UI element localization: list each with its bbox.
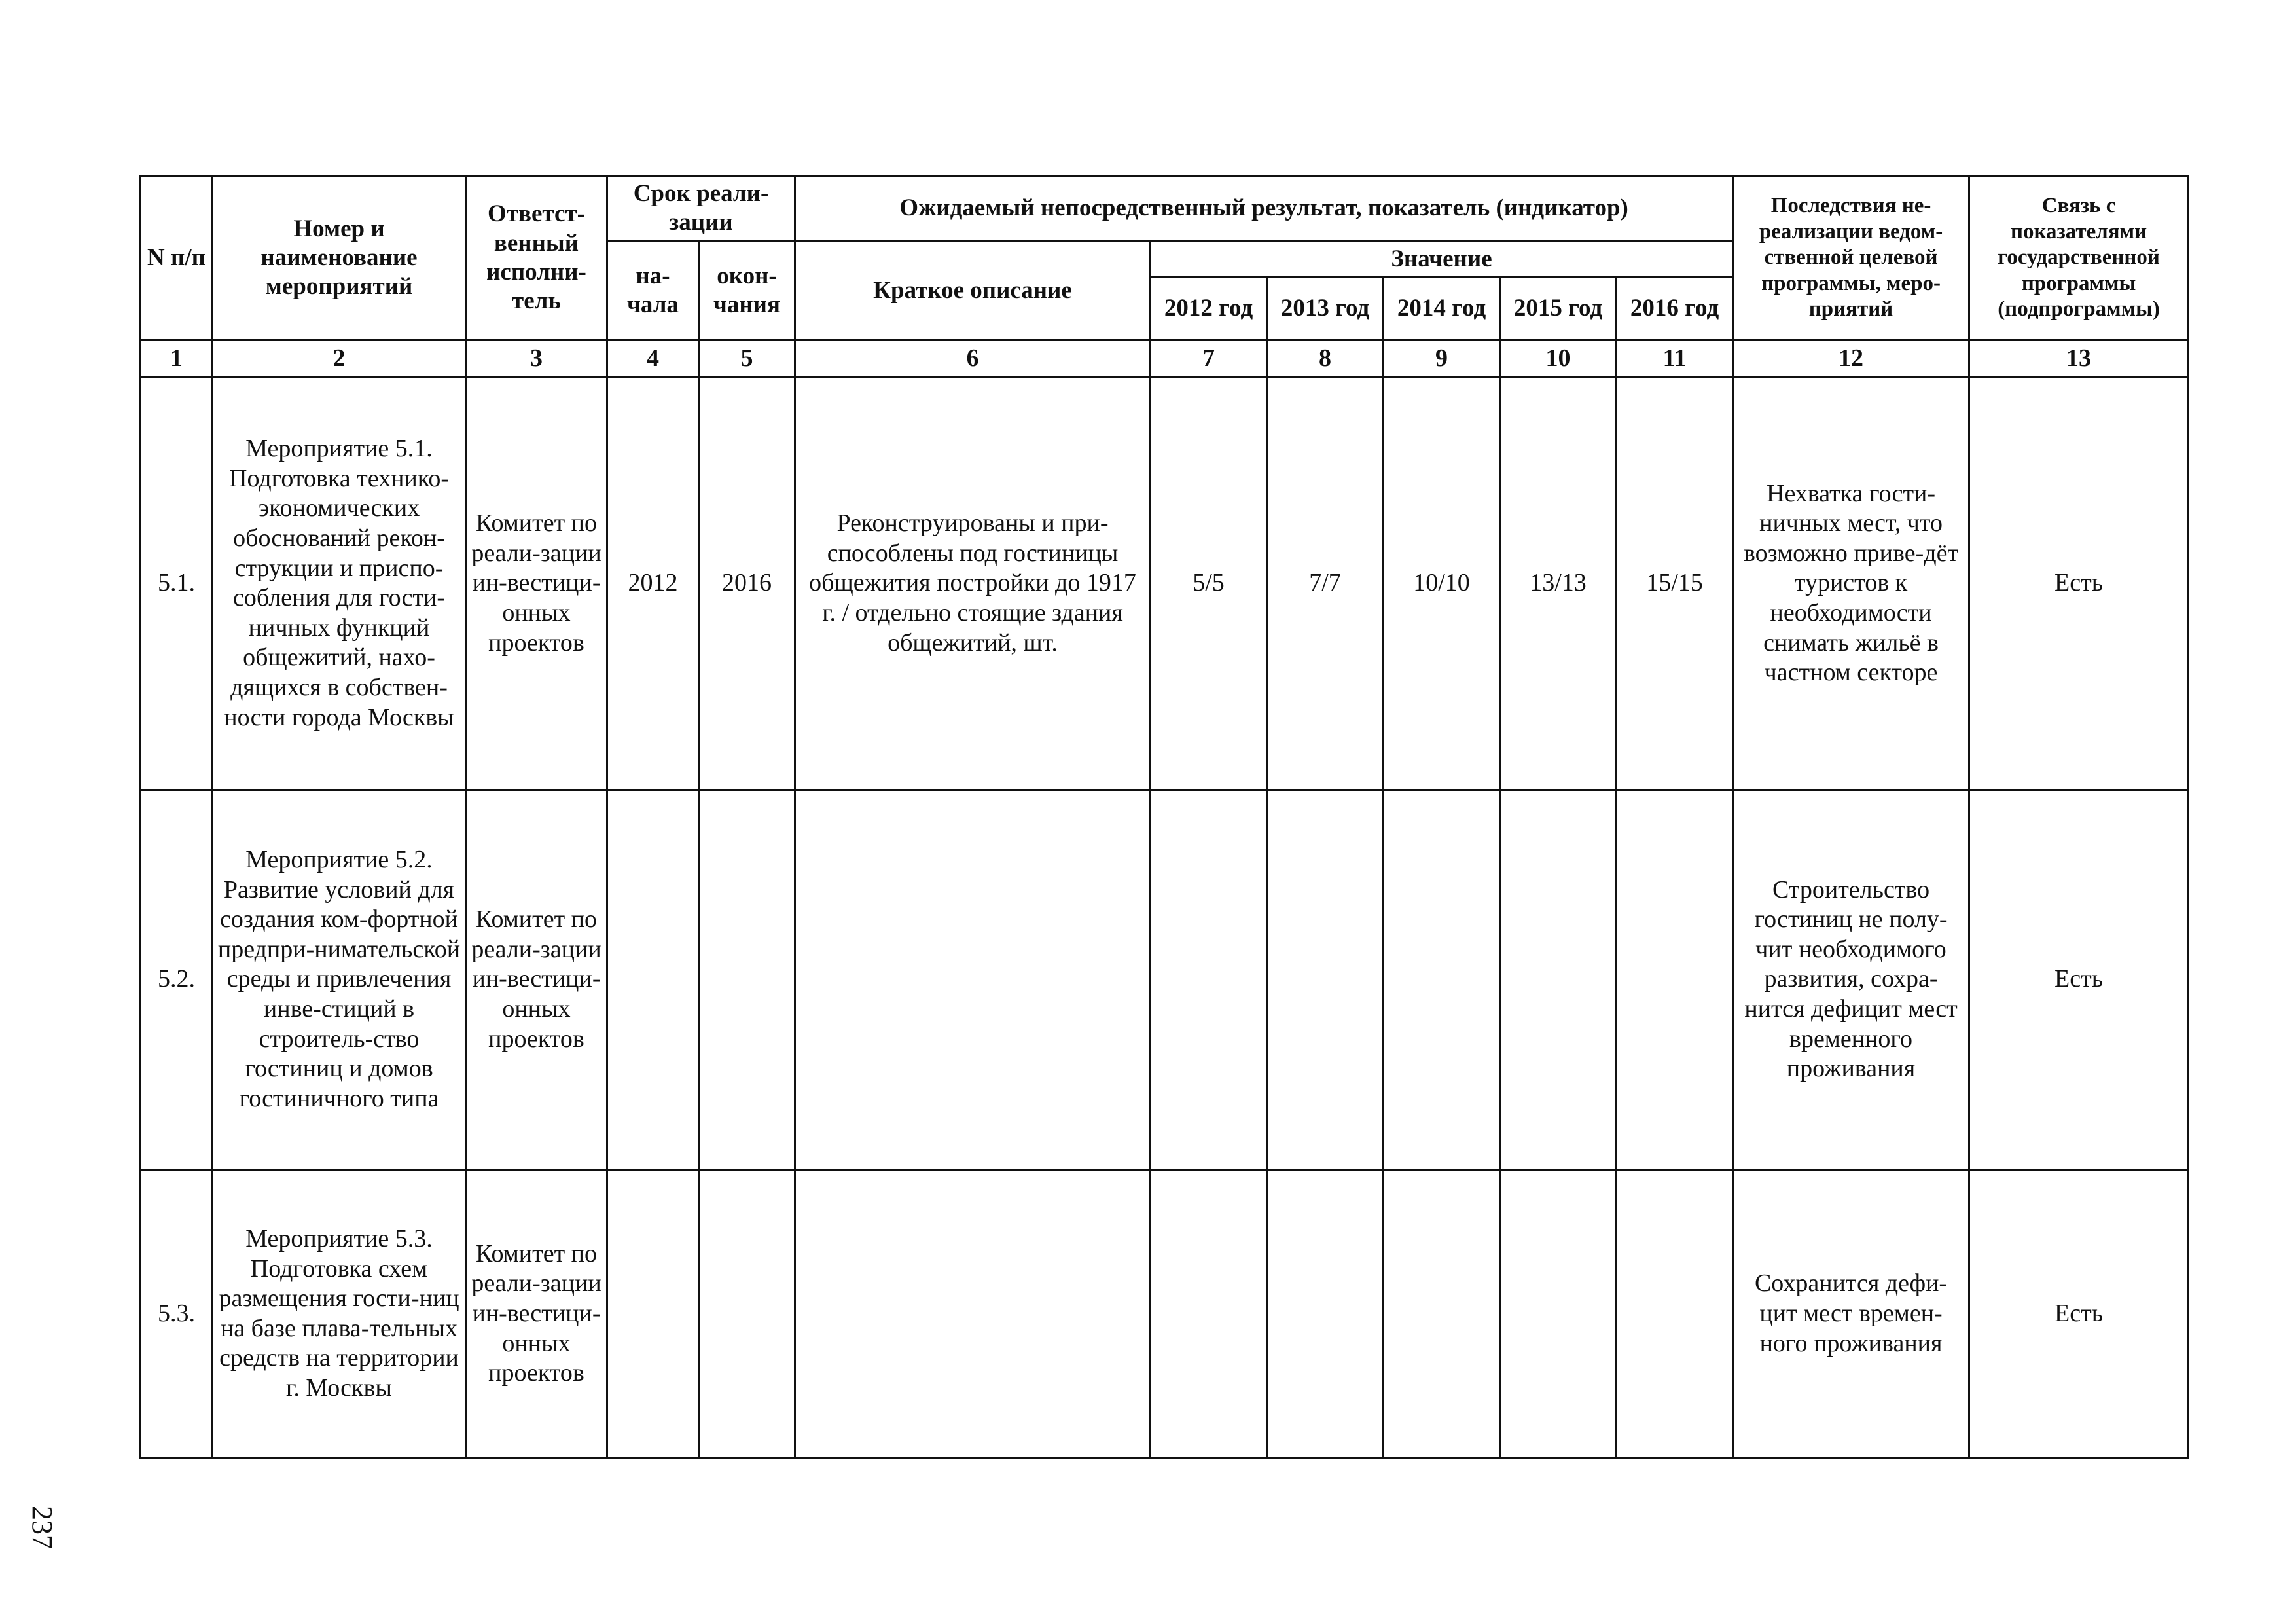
row-start <box>607 790 699 1169</box>
row-value: 7/7 <box>1267 377 1384 790</box>
row-start <box>607 1169 699 1458</box>
column-number: 7 <box>1151 340 1267 378</box>
column-number: 3 <box>466 340 607 378</box>
header-term: Срок реали-зации <box>607 176 795 242</box>
row-value <box>1151 1169 1267 1458</box>
row-end <box>699 790 795 1169</box>
table-row <box>141 790 2189 1169</box>
row-link: Есть <box>1969 377 2189 790</box>
column-number: 6 <box>795 340 1151 378</box>
row-value <box>1267 1169 1384 1458</box>
column-number: 9 <box>1384 340 1500 378</box>
row-responsible: Комитет по реали-зации ин-вестици-онных проектов <box>466 1169 607 1458</box>
header-consequences: Последствия не-реализации ведом-ственной целевой программы, меро-приятий <box>1733 176 1969 340</box>
row-description <box>795 1169 1151 1458</box>
row-value: 15/15 <box>1617 377 1733 790</box>
row-responsible: Комитет по реали-зации ин-вестици-онных проектов <box>466 377 607 790</box>
column-number: 5 <box>699 340 795 378</box>
header-name: Номер и наименование мероприятий <box>213 176 466 340</box>
header-year: 2013 год <box>1267 278 1384 340</box>
measures-table <box>139 175 2189 1459</box>
header-year: 2014 год <box>1384 278 1500 340</box>
row-end <box>699 1169 795 1458</box>
row-value <box>1267 790 1384 1169</box>
header-term-start: на-чала <box>607 241 699 340</box>
header-year: 2016 год <box>1617 278 1733 340</box>
header-result: Ожидаемый непосредственный результат, показатель (индикатор) <box>795 176 1733 242</box>
column-number: 11 <box>1617 340 1733 378</box>
row-name: Мероприятие 5.1. Подготовка технико-экономических обоснований рекон-струкции и приспо-собления для гости-ничных функций общежитий, нахо-дящихся в собствен-ности города Москвы <box>213 377 466 790</box>
header-term-end: окон-чания <box>699 241 795 340</box>
row-value <box>1500 1169 1617 1458</box>
row-value: 13/13 <box>1500 377 1617 790</box>
row-np: 5.3. <box>141 1169 213 1458</box>
row-value <box>1384 790 1500 1169</box>
header-link: Связь с показателями государственной программы (подпрограммы) <box>1969 176 2189 340</box>
column-number: 10 <box>1500 340 1617 378</box>
row-np: 5.2. <box>141 790 213 1169</box>
header-value: Значение <box>1151 241 1733 277</box>
table-row <box>141 377 2189 790</box>
row-value <box>1617 790 1733 1169</box>
row-description <box>795 790 1151 1169</box>
column-number: 2 <box>213 340 466 378</box>
row-value <box>1617 1169 1733 1458</box>
column-number: 8 <box>1267 340 1384 378</box>
column-number: 13 <box>1969 340 2189 378</box>
column-number: 4 <box>607 340 699 378</box>
column-number: 1 <box>141 340 213 378</box>
row-description: Реконструированы и при-способлены под гостиницы общежития постройки до 1917 г. / отдельно стоящие здания общежитий, шт. <box>795 377 1151 790</box>
row-value <box>1500 790 1617 1169</box>
row-consequences: Строительство гостиниц не полу-чит необходимого развития, сохра-нится дефицит мест временного проживания <box>1733 790 1969 1169</box>
row-start: 2012 <box>607 377 699 790</box>
header-year: 2012 год <box>1151 278 1267 340</box>
column-number: 12 <box>1733 340 1969 378</box>
header-responsible: Ответст-венный исполни-тель <box>466 176 607 340</box>
row-responsible: Комитет по реали-зации ин-вестици-онных проектов <box>466 790 607 1169</box>
row-value: 5/5 <box>1151 377 1267 790</box>
page-number: 237 <box>26 1506 58 1549</box>
row-name: Мероприятие 5.3. Подготовка схем размещения гости-ниц на базе плава-тельных средств на территории г. Москвы <box>213 1169 466 1458</box>
row-value: 10/10 <box>1384 377 1500 790</box>
header-year: 2015 год <box>1500 278 1617 340</box>
row-consequences: Нехватка гости-ничных мест, что возможно приве-дёт туристов к необходимости снимать жильё в частном секторе <box>1733 377 1969 790</box>
table-row <box>141 1169 2189 1458</box>
row-value <box>1384 1169 1500 1458</box>
row-value <box>1151 790 1267 1169</box>
row-np: 5.1. <box>141 377 213 790</box>
row-link: Есть <box>1969 1169 2189 1458</box>
header-np: N п/п <box>141 176 213 340</box>
header-description: Краткое описание <box>795 241 1151 340</box>
row-consequences: Сохранится дефи-цит мест времен-ного проживания <box>1733 1169 1969 1458</box>
row-name: Мероприятие 5.2. Развитие условий для создания ком-фортной предпри-нимательской среды и привлечения инве-стиций в строитель-ство гостиниц и домов гостиничного типа <box>213 790 466 1169</box>
row-end: 2016 <box>699 377 795 790</box>
row-link: Есть <box>1969 790 2189 1169</box>
